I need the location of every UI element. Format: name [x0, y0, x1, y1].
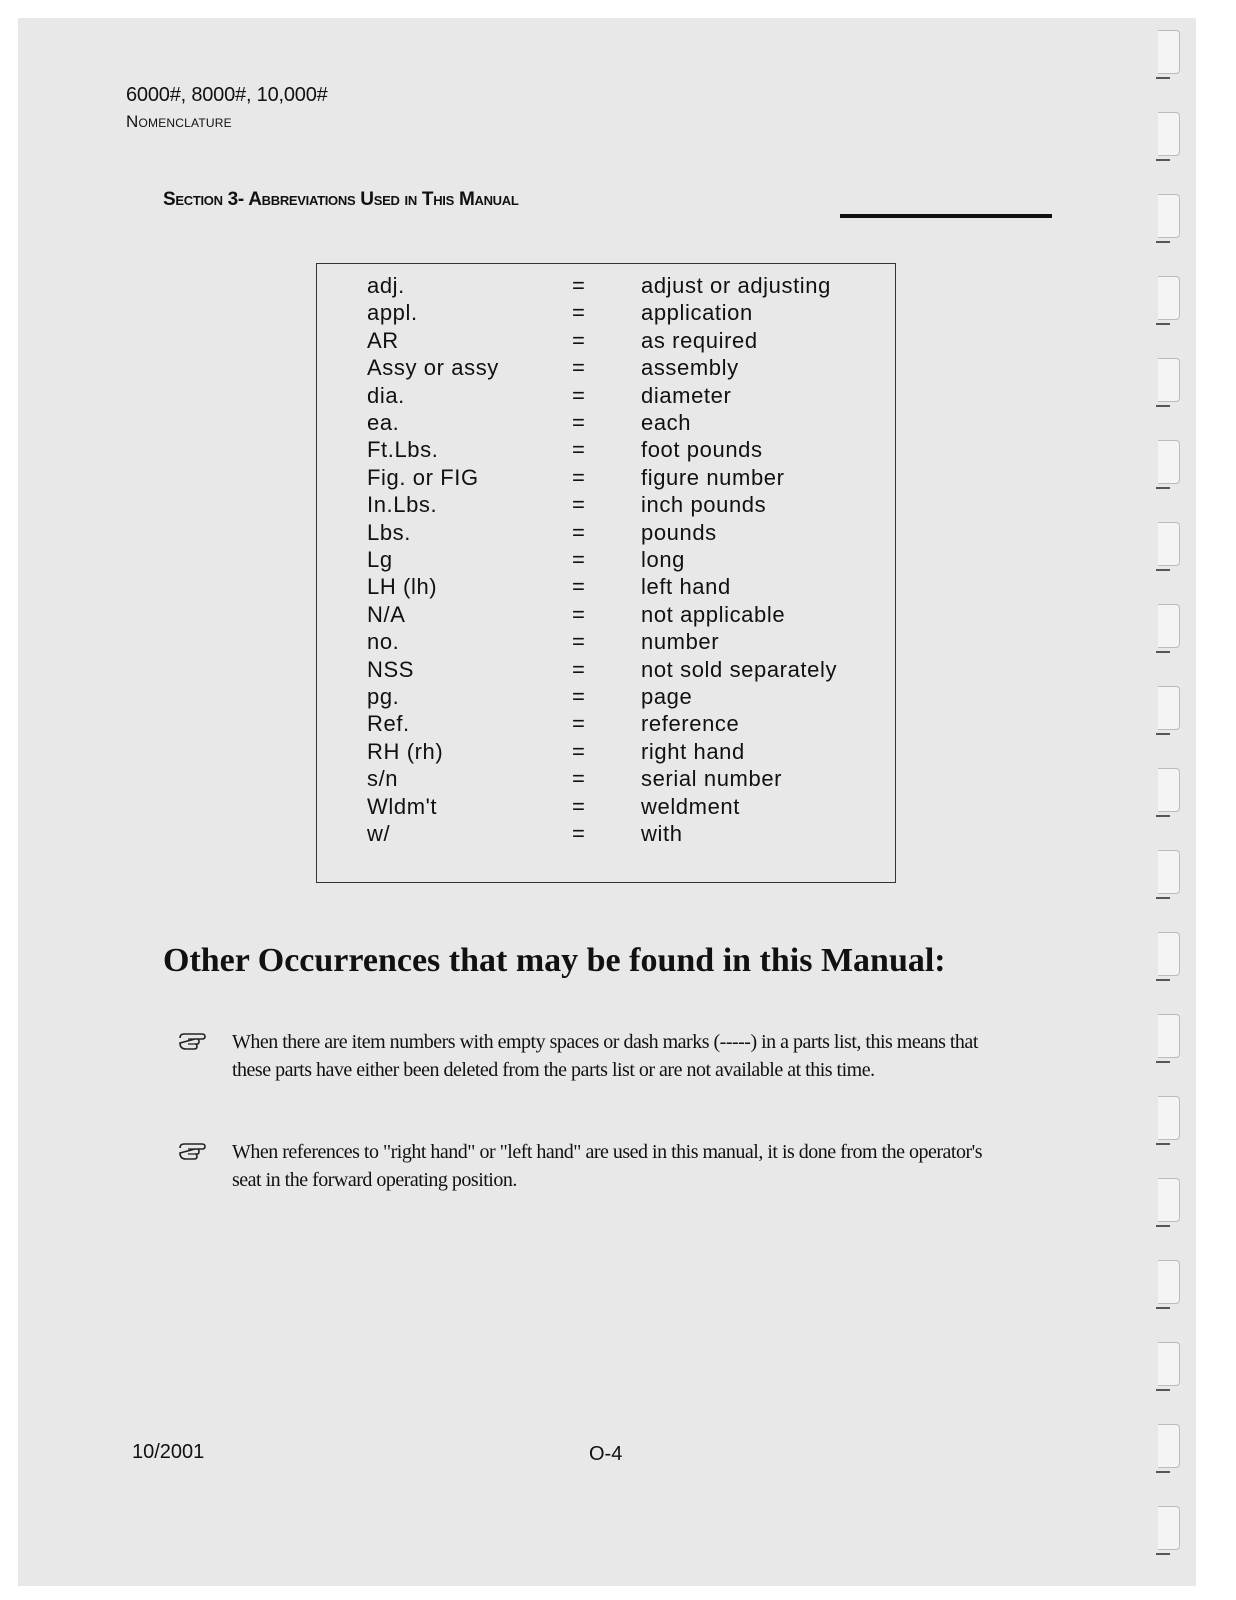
abbreviation-term: Fig. or FIG — [367, 464, 479, 490]
abbreviation-term: pg. — [367, 684, 400, 709]
pointing-hand-icon — [178, 1030, 212, 1052]
abbreviation-term: dia. — [367, 382, 405, 408]
binder-tab-strip — [1150, 30, 1190, 1560]
abbreviation-term: LH (lh) — [367, 574, 438, 600]
abbreviation-meaning: right hand — [641, 738, 745, 764]
abbreviation-eq: = — [572, 382, 586, 408]
abbreviation-term: Assy or assy — [367, 355, 499, 381]
binder-tab — [1158, 522, 1180, 566]
abbreviation-eq: = — [572, 273, 586, 298]
abbreviation-row — [317, 492, 895, 519]
abbreviation-eq: = — [572, 711, 586, 737]
abbreviation-eq: = — [572, 793, 586, 819]
abbreviation-eq: = — [572, 766, 586, 792]
abbreviation-row — [317, 520, 895, 547]
manual-page — [18, 18, 1196, 1586]
binder-tab — [1158, 1178, 1180, 1222]
binder-tab — [1158, 850, 1180, 894]
abbreviation-meaning: not sold separately — [641, 656, 838, 682]
abbreviation-row — [317, 465, 895, 492]
abbreviation-term: NSS — [367, 656, 415, 682]
binder-tab — [1158, 1014, 1180, 1058]
abbreviation-term: Wldm't — [367, 793, 438, 819]
binder-tab — [1158, 112, 1180, 156]
binder-tab — [1158, 1260, 1180, 1304]
binder-tab — [1158, 1424, 1180, 1468]
abbreviation-meaning: not applicable — [641, 601, 786, 627]
abbreviation-eq: = — [572, 355, 586, 381]
abbreviation-row — [317, 383, 895, 410]
abbreviation-eq: = — [572, 492, 586, 518]
abbreviation-term: N/A — [367, 601, 406, 627]
abbreviation-term: Ref. — [367, 711, 410, 737]
binder-tab — [1158, 686, 1180, 730]
footer-page-number: O-4 — [589, 1443, 623, 1465]
abbreviation-eq: = — [572, 464, 586, 490]
abbreviation-meaning: application — [641, 300, 753, 326]
abbreviation-row — [317, 629, 895, 656]
abbreviation-meaning: pounds — [641, 519, 717, 545]
binder-tab — [1158, 358, 1180, 402]
binder-tab — [1158, 1096, 1180, 1140]
abbreviation-row — [317, 821, 895, 848]
note-text: When references to "right hand" or "left hand" are used in this manual, it is done from the operator's seat in the forward operating position. — [232, 1141, 983, 1191]
binder-tab — [1158, 194, 1180, 238]
binder-tab — [1158, 440, 1180, 484]
abbreviation-meaning: each — [641, 410, 692, 435]
abbreviation-meaning: number — [641, 629, 720, 655]
abbreviation-row — [317, 711, 895, 738]
abbreviation-meaning: figure number — [641, 464, 785, 490]
abbreviation-eq: = — [572, 656, 586, 682]
abbreviation-meaning: as required — [641, 327, 758, 353]
abbreviation-row — [317, 739, 895, 766]
abbreviation-meaning: inch pounds — [641, 492, 767, 518]
abbreviation-row — [317, 657, 895, 684]
abbreviation-row — [317, 437, 895, 464]
note-item — [178, 1138, 1008, 1198]
abbreviation-meaning: reference — [641, 711, 740, 737]
abbreviation-meaning: left hand — [641, 574, 731, 600]
abbreviation-meaning: long — [641, 547, 685, 572]
abbreviation-eq: = — [572, 574, 586, 600]
section-rule — [840, 214, 1052, 218]
note-text: When there are item numbers with empty spaces or dash marks (-----) in a parts list, this means that these parts have either been deleted from the parts list or are not available at this time. — [232, 1031, 978, 1081]
note-item — [178, 1028, 1008, 1118]
abbreviation-eq: = — [572, 684, 586, 709]
abbreviation-term: Lbs. — [367, 519, 411, 545]
abbreviation-term: Ft.Lbs. — [367, 437, 439, 463]
binder-tab — [1158, 276, 1180, 320]
binder-tab — [1158, 768, 1180, 812]
abbreviation-term: w/ — [367, 821, 391, 846]
abbreviation-meaning: foot pounds — [641, 437, 763, 463]
abbreviation-row — [317, 273, 895, 300]
abbreviations-table — [316, 263, 896, 883]
other-occurrences-title: Other Occurrences that may be found in this Manual: — [163, 942, 946, 979]
abbreviation-row — [317, 794, 895, 821]
abbreviation-row — [317, 574, 895, 601]
binder-tab — [1158, 932, 1180, 976]
abbreviation-term: no. — [367, 629, 400, 655]
abbreviation-eq: = — [572, 547, 586, 572]
abbreviation-row — [317, 602, 895, 629]
abbreviation-row — [317, 547, 895, 574]
abbreviation-meaning: page — [641, 684, 693, 709]
abbreviation-eq: = — [572, 519, 586, 545]
abbreviation-row — [317, 355, 895, 382]
abbreviation-meaning: with — [641, 821, 683, 846]
abbreviation-meaning: diameter — [641, 382, 732, 408]
abbreviation-meaning: assembly — [641, 355, 739, 381]
abbreviation-row — [317, 328, 895, 355]
abbreviation-eq: = — [572, 410, 586, 435]
abbreviation-term: AR — [367, 327, 399, 353]
header-models: 6000#, 8000#, 10,000# — [126, 84, 328, 106]
abbreviation-eq: = — [572, 629, 586, 655]
binder-tab — [1158, 1506, 1180, 1550]
abbreviation-meaning: serial number — [641, 766, 783, 792]
abbreviation-term: appl. — [367, 300, 418, 326]
abbreviation-term: RH (rh) — [367, 738, 444, 764]
abbreviation-term: s/n — [367, 766, 399, 792]
section-title: Section 3- Abbreviations Used in This Manual — [163, 189, 519, 210]
abbreviation-eq: = — [572, 821, 586, 846]
binder-tab — [1158, 30, 1180, 74]
header-subtitle: Nomenclature — [126, 112, 232, 131]
abbreviation-meaning: weldment — [641, 793, 740, 819]
pointing-hand-icon — [178, 1140, 212, 1162]
abbreviation-term: ea. — [367, 410, 400, 435]
abbreviation-meaning: adjust or adjusting — [641, 273, 831, 298]
abbreviation-row — [317, 300, 895, 327]
abbreviation-row — [317, 766, 895, 793]
abbreviation-term: In.Lbs. — [367, 492, 438, 518]
abbreviation-eq: = — [572, 437, 586, 463]
abbreviation-eq: = — [572, 327, 586, 353]
abbreviation-term: Lg — [367, 547, 393, 572]
binder-tab — [1158, 604, 1180, 648]
abbreviation-row — [317, 684, 895, 711]
binder-tab — [1158, 1342, 1180, 1386]
abbreviation-eq: = — [572, 300, 586, 326]
abbreviation-eq: = — [572, 601, 586, 627]
abbreviation-row — [317, 410, 895, 437]
abbreviation-eq: = — [572, 738, 586, 764]
footer-date: 10/2001 — [132, 1441, 205, 1463]
abbreviation-term: adj. — [367, 273, 405, 298]
